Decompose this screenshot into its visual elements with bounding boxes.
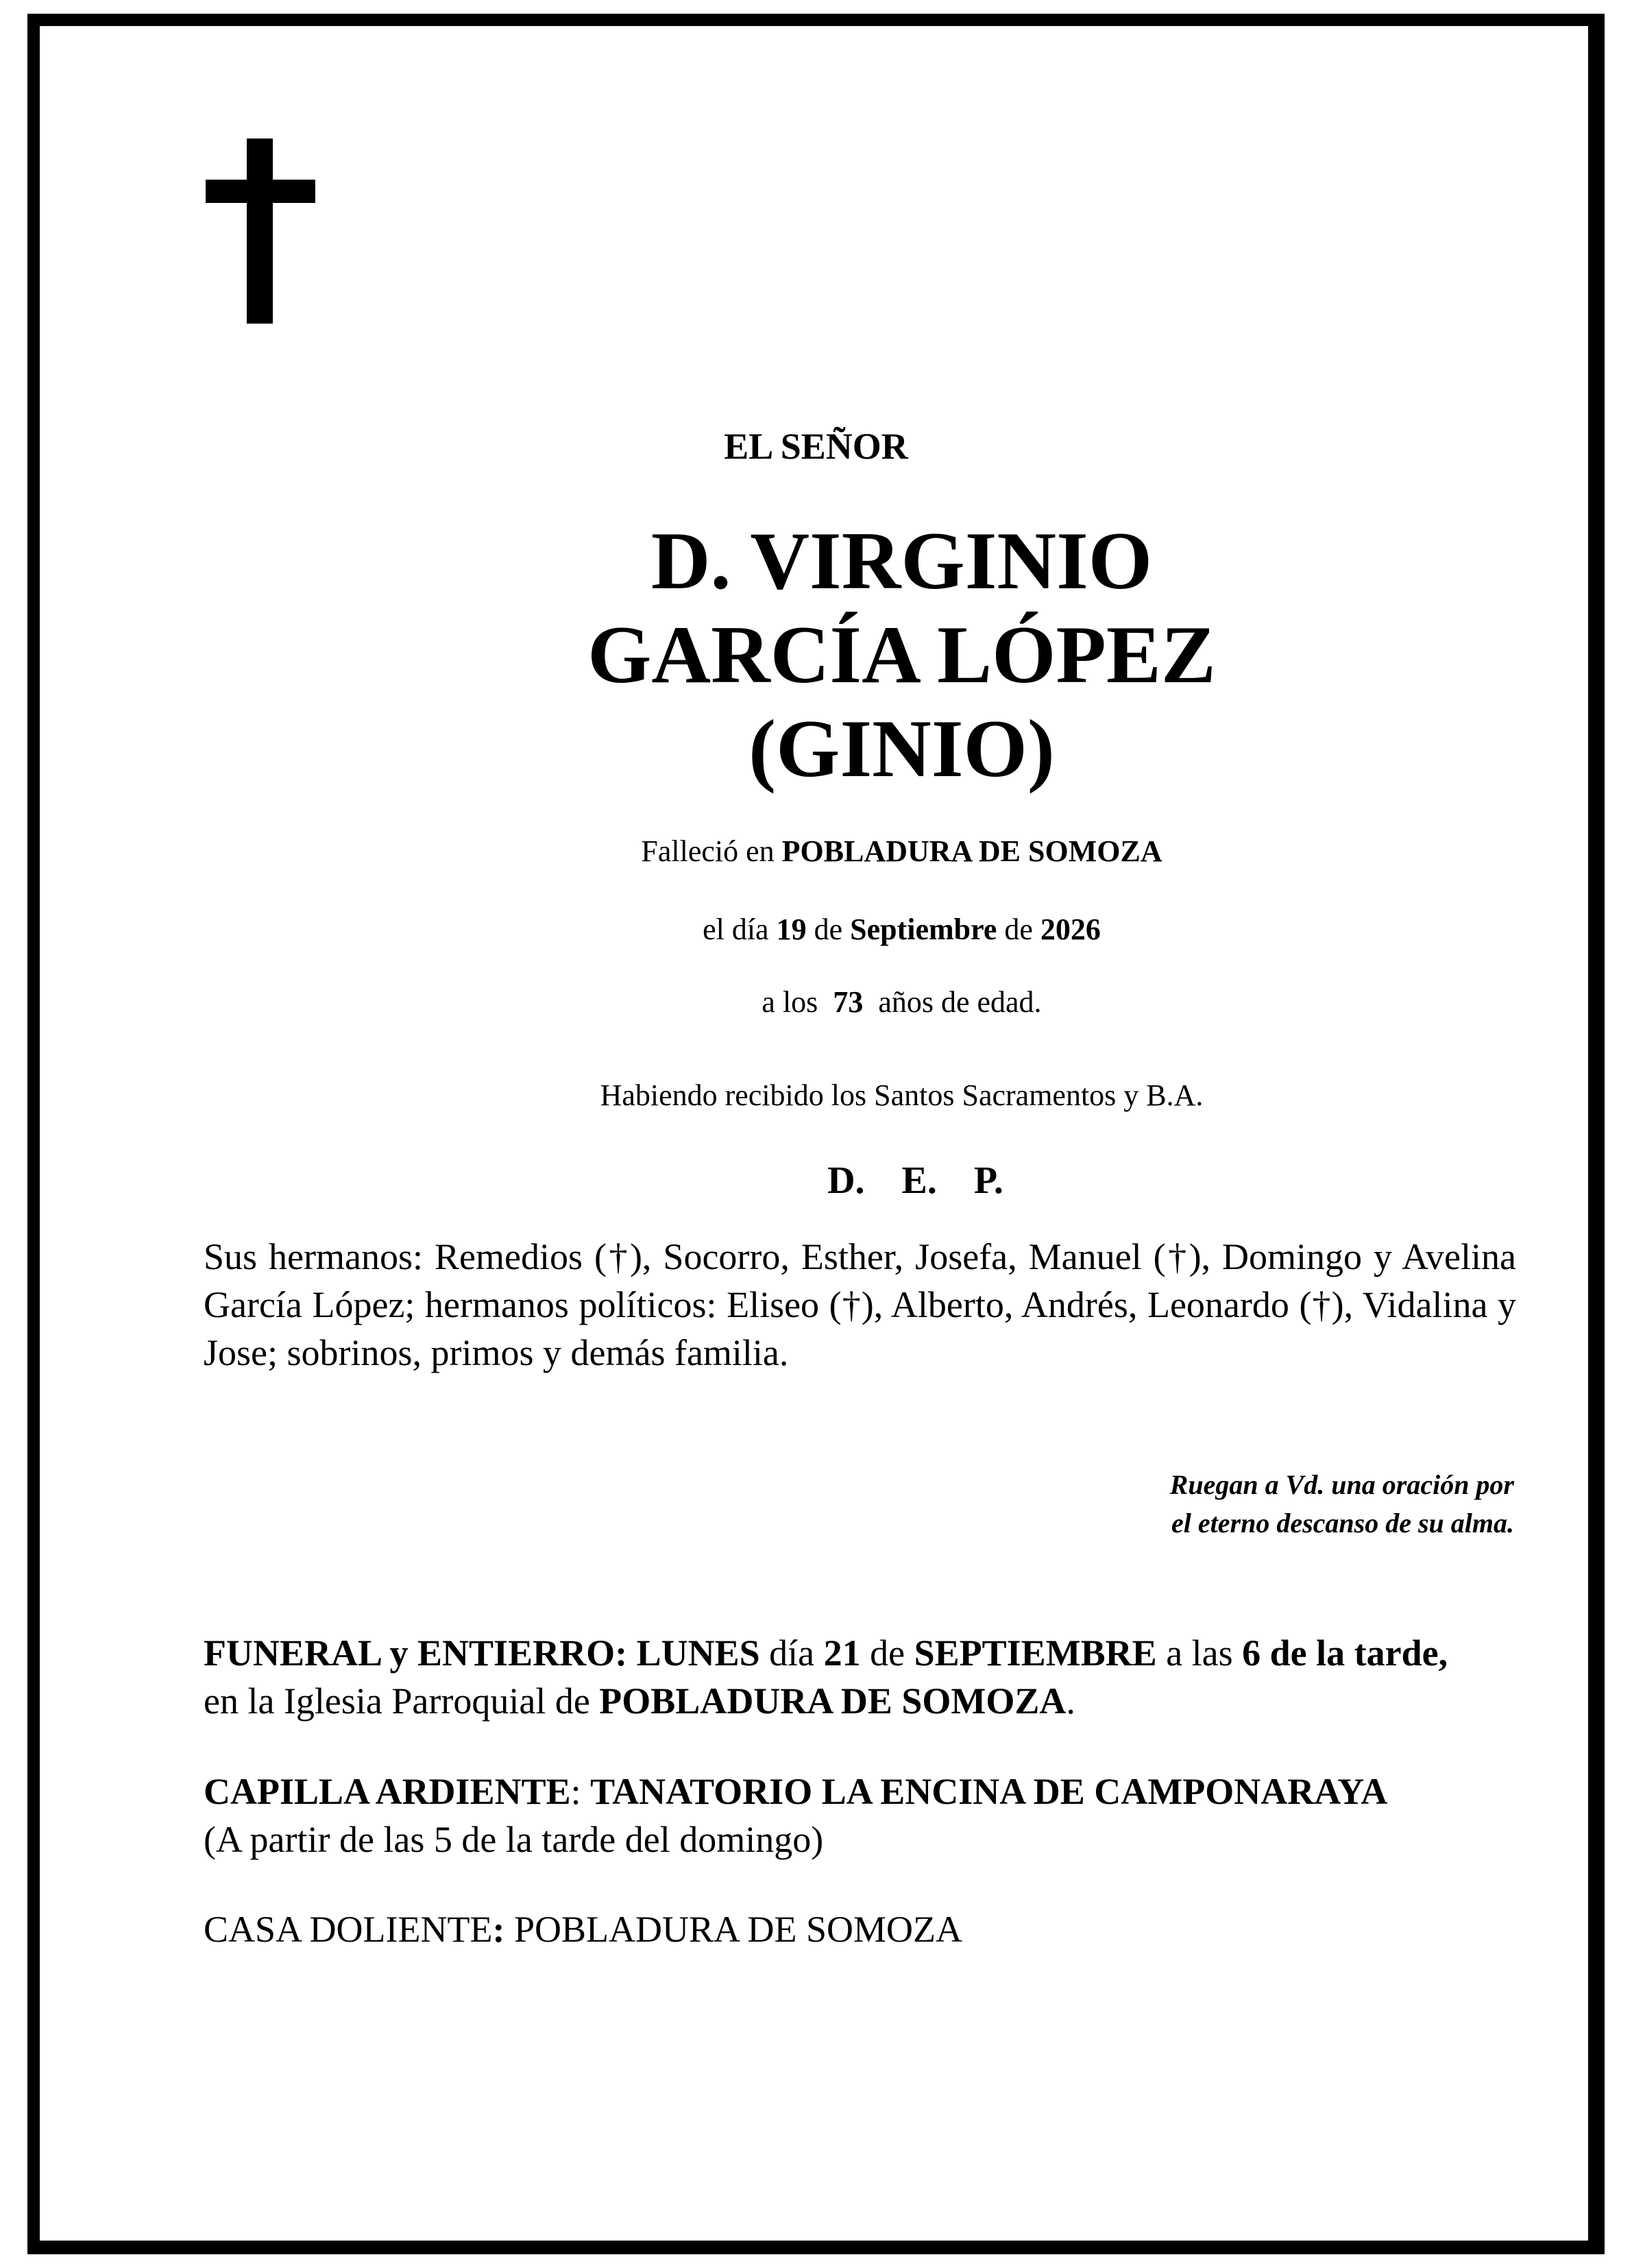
age-value: 73 bbox=[833, 985, 864, 1019]
dep-line: D. E. P. bbox=[827, 1159, 1003, 1202]
death-place: POBLADURA DE SOMOZA bbox=[781, 834, 1162, 868]
age-suffix: años de edad. bbox=[878, 985, 1042, 1019]
church-place: POBLADURA DE SOMOZA bbox=[599, 1680, 1067, 1722]
name-line-1: D. VIRGINIO bbox=[650, 515, 1153, 606]
chapel-place: TANATORIO LA ENCINA DE CAMPONARAYA bbox=[590, 1771, 1388, 1812]
chapel-label: CAPILLA ARDIENTE bbox=[204, 1771, 571, 1812]
name-line-2: GARCÍA LÓPEZ bbox=[587, 609, 1216, 700]
sacraments-line: Habiendo recibido los Santos Sacramentos y B.A. bbox=[600, 1078, 1204, 1112]
funeral-time: 6 de la tarde, bbox=[1242, 1632, 1448, 1674]
chapel-colon: : bbox=[570, 1771, 581, 1812]
funeral-label: FUNERAL y ENTIERRO: bbox=[204, 1632, 628, 1674]
death-year: 2026 bbox=[1040, 913, 1101, 946]
name-line-3: (GINIO) bbox=[748, 703, 1055, 794]
title-el-senor: EL SEÑOR bbox=[724, 426, 908, 467]
funeral-de: de bbox=[870, 1632, 905, 1674]
funeral-month: SEPTIEMBRE bbox=[914, 1632, 1157, 1674]
home-label: CASA DOLIENTE bbox=[204, 1909, 493, 1950]
funeral-dia: día bbox=[769, 1632, 815, 1674]
latin-cross-icon bbox=[206, 138, 315, 324]
age-prefix: a los bbox=[762, 985, 818, 1019]
date-prefix: el día bbox=[703, 913, 769, 946]
church-prefix: en la Iglesia Parroquial de bbox=[204, 1680, 590, 1722]
funeral-line-2 bbox=[204, 1677, 1516, 1725]
prayer-request bbox=[1170, 1466, 1514, 1543]
chapel-note: (A partir de las 5 de la tarde del domingo) bbox=[204, 1819, 824, 1860]
funeral-info bbox=[204, 1629, 1516, 1725]
age-line bbox=[86, 985, 1632, 1020]
funeral-day-name: LUNES bbox=[636, 1632, 760, 1674]
home-colon: : bbox=[492, 1909, 505, 1950]
date-de-1: de bbox=[814, 913, 843, 946]
death-date-line bbox=[86, 912, 1632, 947]
funeral-a-las: a las bbox=[1166, 1632, 1233, 1674]
home-place: POBLADURA DE SOMOZA bbox=[513, 1909, 963, 1950]
prayer-line-2: el eterno descanso de su alma. bbox=[1171, 1508, 1514, 1539]
home-info bbox=[204, 1905, 1516, 1953]
funeral-end: . bbox=[1066, 1680, 1075, 1722]
death-prefix: Falleció en bbox=[641, 834, 775, 868]
funeral-day: 21 bbox=[823, 1632, 861, 1674]
death-day: 19 bbox=[776, 913, 807, 946]
prayer-line-1: Ruegan a Vd. una oración por bbox=[1169, 1469, 1514, 1500]
death-place-line bbox=[86, 834, 1632, 869]
funeral-line-1 bbox=[204, 1629, 1516, 1677]
date-de-2: de bbox=[1004, 913, 1033, 946]
chapel-line-1 bbox=[204, 1768, 1516, 1815]
chapel-info bbox=[204, 1768, 1516, 1863]
death-month: Septiembre bbox=[850, 913, 997, 946]
family-paragraph: Sus hermanos: Remedios (†), Socorro, Esther, Josefa, Manuel (†), Domingo y Avelina García López; hermanos políticos: Eliseo (†), Alberto, Andrés, Leonardo (†), Vidalina y Jose; sobrinos, primos y demás familia. bbox=[204, 1236, 1516, 1373]
